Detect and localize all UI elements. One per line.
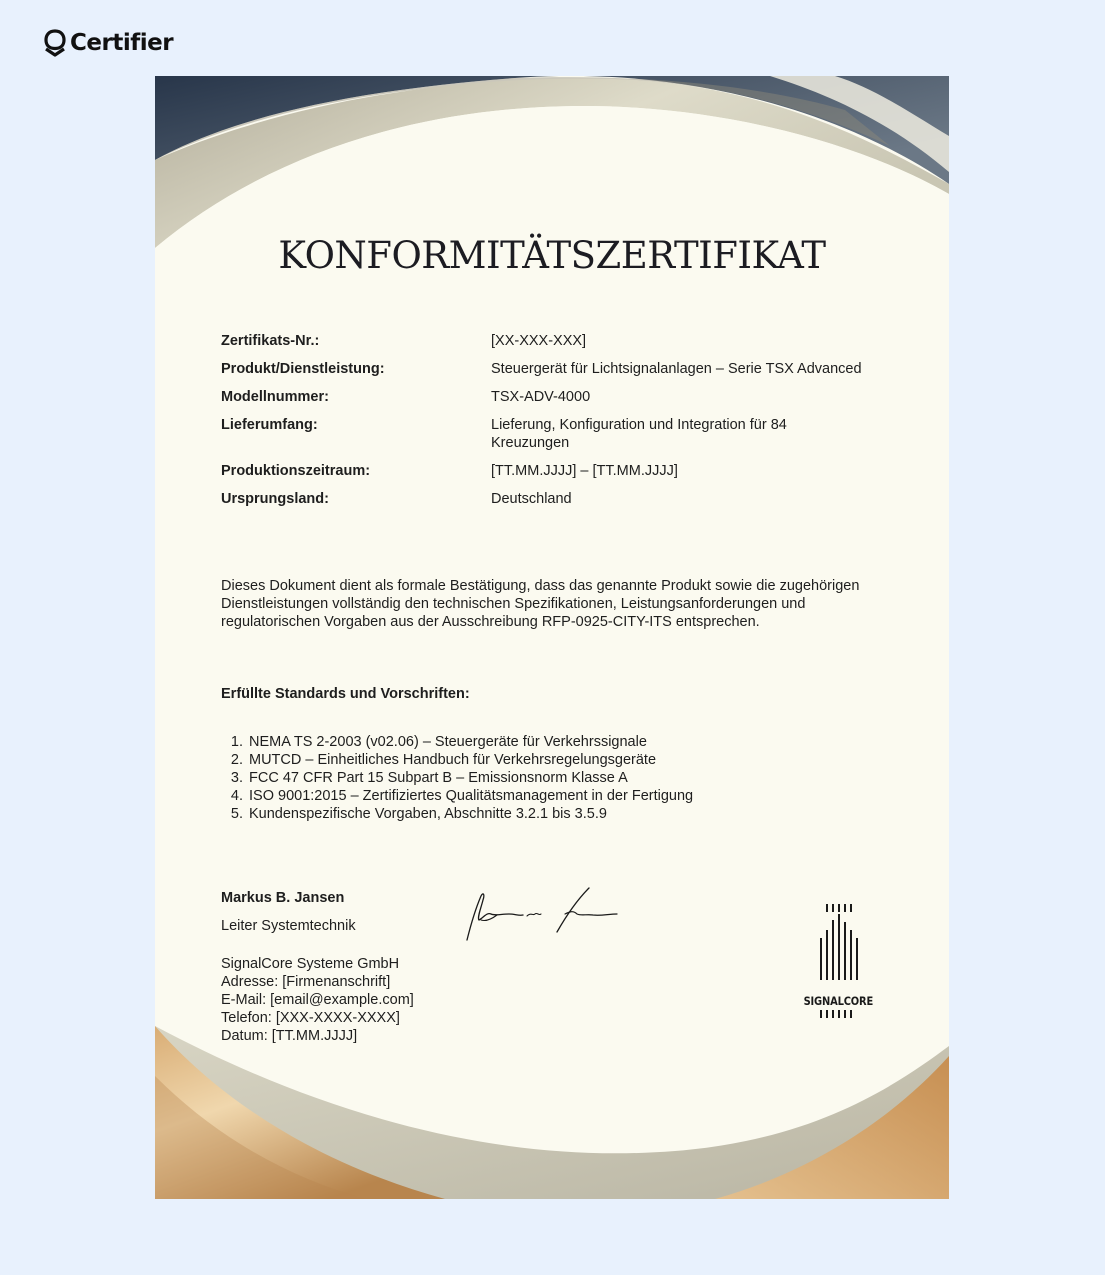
signer-phone: Telefon: [XXX-XXXX-XXXX] [221, 1010, 400, 1026]
signalcore-logo [798, 900, 878, 1020]
field-label: Produktionszeitraum: [221, 463, 371, 479]
list-item-number: 1. [230, 734, 243, 750]
list-item-number: 4. [230, 788, 243, 804]
field-row-model-number [221, 388, 911, 406]
field-label: Modellnummer: [221, 389, 329, 405]
field-label: Lieferumfang: [221, 417, 318, 433]
list-item-text: MUTCD – Einheitliches Handbuch für Verkehrsregelungsgeräte [249, 752, 657, 768]
field-row-certificate-number [221, 332, 911, 350]
list-item [221, 805, 871, 823]
signer-name: Markus B. Jansen [221, 890, 345, 906]
signer-company: SignalCore Systeme GmbH [221, 956, 400, 972]
certificate-statement: Dieses Dokument dient als formale Bestätigung, dass das genannte Produkt sowie die zugehörigen Dienstleistungen vollständig den technischen Spezifikationen, Leistungsanforderungen und regulatorischen Vorgaben aus der Ausschreibung RFP-0925-CITY-ITS entsprechen. [221, 578, 860, 630]
signer-contact [221, 955, 414, 1045]
field-value: Steuergerät für Lichtsignalanlagen – Serie TSX Advanced [491, 361, 862, 377]
list-item-text: Kundenspezifische Vorgaben, Abschnitte 3.2.1 bis 3.5.9 [249, 806, 607, 822]
field-value: [XX-XXX-XXX] [491, 333, 587, 349]
field-value: TSX-ADV-4000 [491, 389, 591, 405]
list-item [221, 751, 871, 769]
field-value: Deutschland [491, 491, 572, 507]
signer-block [221, 889, 414, 1045]
list-item-number: 2. [230, 752, 243, 768]
list-item-text: FCC 47 CFR Part 15 Subpart B – Emissionsnorm Klasse A [249, 770, 628, 786]
field-row-country-of-origin [221, 490, 911, 508]
brand-name: Certifier [70, 30, 174, 56]
certificate-fields [221, 332, 911, 518]
list-item-text: NEMA TS 2-2003 (v02.06) – Steuergeräte für Verkehrssignale [249, 734, 647, 750]
signer-date: Datum: [TT.MM.JJJJ] [221, 1028, 358, 1044]
handwritten-signature [461, 884, 621, 944]
field-row-scope [221, 416, 911, 452]
list-item-number: 5. [230, 806, 243, 822]
field-label: Produkt/Dienstleistung: [221, 361, 385, 377]
certifier-logo-icon [44, 28, 66, 58]
list-item [221, 769, 871, 787]
certifier-brand[interactable] [44, 28, 173, 58]
list-item [221, 787, 871, 805]
field-value: Lieferung, Konfiguration und Integration für 84 Kreuzungen [491, 417, 787, 451]
list-item-number: 3. [230, 770, 243, 786]
field-row-product [221, 360, 911, 378]
field-label: Ursprungsland: [221, 491, 329, 507]
field-row-production-period [221, 462, 911, 480]
signer-address: Adresse: [Firmenanschrift] [221, 974, 391, 990]
certificate-document [155, 76, 949, 1199]
certificate-title: KONFORMITÄTSZERTIFIKAT [278, 234, 826, 277]
standards-list [221, 733, 871, 823]
list-item-text: ISO 9001:2015 – Zertifiziertes Qualitätsmanagement in der Fertigung [249, 788, 694, 804]
signer-role: Leiter Systemtechnik [221, 918, 356, 934]
signer-email: E-Mail: [email@example.com] [221, 992, 414, 1008]
field-label: Zertifikats-Nr.: [221, 333, 320, 349]
standards-heading: Erfüllte Standards und Vorschriften: [221, 686, 470, 702]
list-item [221, 733, 871, 751]
signalcore-logo-text: SIGNALCORE [803, 994, 874, 1008]
field-value: [TT.MM.JJJJ] – [TT.MM.JJJJ] [491, 463, 678, 479]
